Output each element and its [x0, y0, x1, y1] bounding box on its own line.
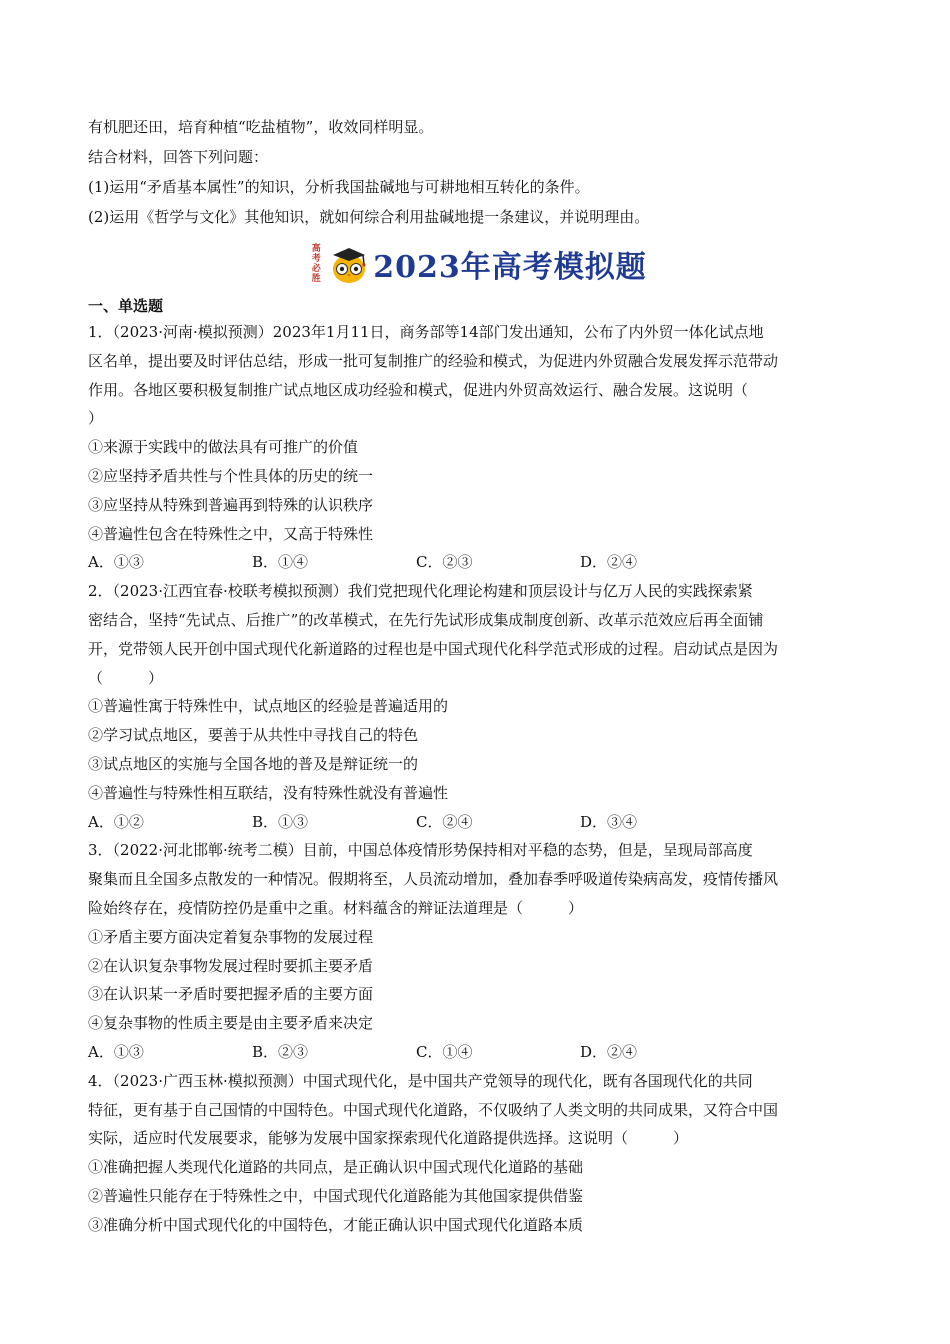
question-stem-line: 2．（2023·江西宜春·校联考模拟预测）我们党把现代化理论构建和顶层设计与亿万人民的实践探索紧 [88, 582, 753, 601]
question-stem-line: 聚集而且全国多点散发的一种情况。假期将至，人员流动增加，叠加春季呼吸道传染病高发，疫情传播风 [88, 870, 779, 889]
question-stem-line: 区名单，提出要及时评估总结，形成一批可复制推广的经验和模式，为促进内外贸融合发展发挥示范带动 [88, 351, 779, 370]
option-c: C．②③ [416, 553, 473, 572]
banner-title: 2023年高考模拟题 [373, 250, 647, 285]
statement-item: ②在认识复杂事物发展过程时要抓主要矛盾 [88, 956, 374, 975]
statement-item: ③在认识某一矛盾时要把握矛盾的主要方面 [88, 985, 374, 1004]
statement-item: ④普遍性包含在特殊性之中，又高于特殊性 [88, 524, 374, 543]
option-d: D．③④ [580, 812, 638, 831]
answer-options [88, 808, 868, 837]
seal-text: 高考必胜 [311, 244, 321, 284]
question-stem-line: 作用。各地区要积极复制推广试点地区成功经验和模式，促进内外贸高效运行、融合发展。这说明（ [88, 380, 749, 399]
question-2 [88, 577, 868, 836]
question-4 [88, 1067, 868, 1240]
statement-item: ③试点地区的实施与全国各地的普及是辩证统一的 [88, 754, 419, 773]
answer-options [88, 1038, 868, 1067]
question-1 [88, 318, 868, 577]
option-b: B．①④ [252, 553, 309, 572]
statement-item: ②应坚持矛盾共性与个性具体的历史的统一 [88, 466, 374, 485]
option-a: A．①③ [88, 553, 144, 572]
option-a: A．①③ [88, 1042, 144, 1061]
owl-mascot-icon [327, 242, 371, 286]
statement-item: ③应坚持从特殊到普遍再到特殊的认识秩序 [88, 495, 374, 514]
intro-line: 结合材料，回答下列问题： [88, 148, 269, 166]
question-stem-line: 险始终存在，疫情防控仍是重中之重。材料蕴含的辩证法道理是（ ） [88, 898, 584, 917]
document-page [88, 112, 868, 1240]
option-d: D．②④ [580, 1042, 638, 1061]
statement-item: ①准确把握人类现代化道路的共同点，是正确认识中国式现代化道路的基础 [88, 1158, 584, 1177]
question-stem-line: 密结合，坚持“先试点、后推广”的改革模式，在先行先试形成集成制度创新、改革示范效应后再全面铺 [88, 610, 764, 629]
statement-item: ①来源于实践中的做法具有可推广的价值 [88, 438, 359, 457]
option-c: C．①④ [416, 1042, 473, 1061]
statement-item: ②学习试点地区，要善于从共性中寻找自己的特色 [88, 726, 419, 745]
intro-line: (1)运用“矛盾基本属性”的知识，分析我国盐碱地与可耕地相互转化的条件。 [88, 178, 590, 196]
intro-line: (2)运用《哲学与文化》其他知识，就如何综合利用盐碱地提一条建议，并说明理由。 [88, 208, 650, 226]
statement-item: ③准确分析中国式现代化的中国特色，才能正确认识中国式现代化道路本质 [88, 1215, 584, 1234]
statement-item: ④普遍性与特殊性相互联结，没有特殊性就没有普遍性 [88, 783, 449, 802]
statement-item: ①矛盾主要方面决定着复杂事物的发展过程 [88, 927, 374, 946]
intro-block [88, 112, 868, 232]
option-d: D．②④ [580, 553, 638, 572]
question-stem-line: 4．（2023·广西玉林·模拟预测）中国式现代化，是中国共产党领导的现代化，既有各国现代化的共同 [88, 1071, 753, 1090]
question-stem-line: （ ） [88, 668, 164, 687]
option-c: C．②④ [416, 812, 473, 831]
question-stem-line: 开，党带领人民开创中国式现代化新道路的过程也是中国式现代化科学范式形成的过程。启动试点是因为 [88, 639, 779, 658]
option-b: B．②③ [252, 1042, 309, 1061]
question-stem-line: ） [88, 409, 104, 428]
intro-line: 有机肥还田，培育种植“吃盐植物”，收效同样明显。 [88, 118, 434, 136]
question-stem-line: 3．（2022·河北邯郸·统考二模）目前，中国总体疫情形势保持相对平稳的态势，但是，呈现局部高度 [88, 841, 753, 860]
option-a: A．①② [88, 812, 144, 831]
statement-item: ①普遍性寓于特殊性中，试点地区的经验是普遍适用的 [88, 697, 449, 716]
answer-options [88, 548, 868, 577]
question-stem-line: 特征，更有基于自己国情的中国特色。中国式现代化道路，不仅吸纳了人类文明的共同成果，又符合中国 [88, 1100, 779, 1119]
statement-item: ④复杂事物的性质主要是由主要矛盾来决定 [88, 1014, 374, 1033]
question-stem-line: 1．（2023·河南·模拟预测）2023年1月11日，商务部等14部门发出通知，公布了内外贸一体化试点地 [88, 323, 764, 341]
question-stem-line: 实际，适应时代发展要求，能够为发展中国家探索现代化道路提供选择。这说明（ ） [88, 1129, 689, 1148]
option-b: B．①③ [252, 812, 309, 831]
question-3 [88, 836, 868, 1066]
statement-item: ②普遍性只能存在于特殊性之中，中国式现代化道路能为其他国家提供借鉴 [88, 1186, 584, 1205]
section-title: 一、单选题 [88, 297, 164, 315]
banner [88, 236, 868, 292]
